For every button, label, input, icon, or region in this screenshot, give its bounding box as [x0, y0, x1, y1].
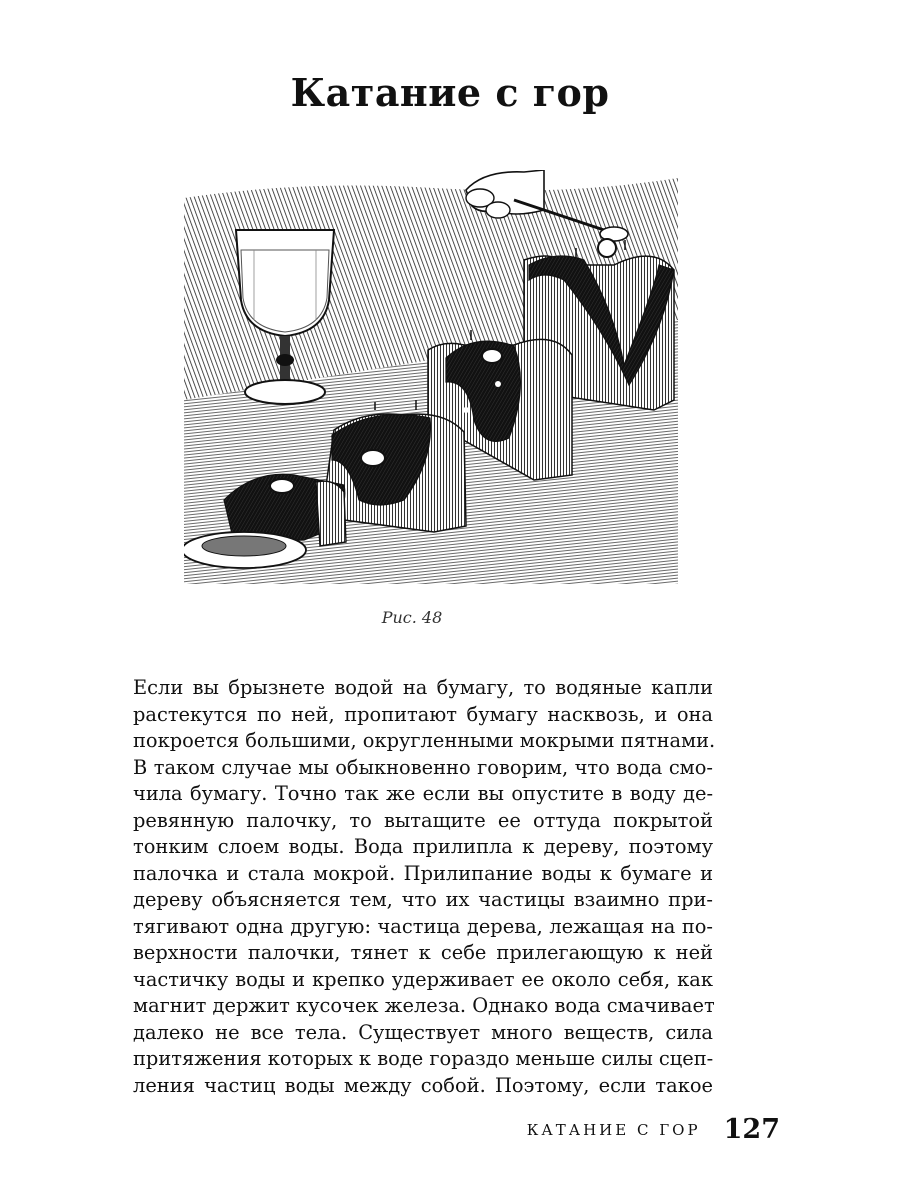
engraving-image [184, 170, 678, 584]
text-line: притяжения которых к воде гораздо меньше силы сцеп- [133, 1047, 714, 1070]
text-line: В таком случае мы обыкновенно говорим, что вода смо- [133, 755, 713, 779]
saucer [184, 532, 306, 568]
page-footer [0, 1114, 780, 1145]
running-head: КАТАНИЕ С ГОР [526, 1120, 701, 1139]
text-line: ления частиц воды между собой. Поэтому, если такое [133, 1073, 713, 1097]
text-line: покроется большими, округленными мокрыми пятнами. [133, 729, 716, 752]
text-line: дереву объясняется тем, что их частицы взаимно при- [133, 888, 713, 911]
text-line: ревянную палочку, то вытащите ее оттуда покрытой [133, 808, 713, 832]
figure-caption: Рис. 48 [381, 608, 443, 627]
text-line: растекутся по ней, пропитают бумагу насквозь, и она [133, 702, 713, 726]
text-line: тягивают одна другую: частица дерева, лежащая на по- [133, 914, 713, 938]
text-line: магнит держит кусочек железа. Однако вода смачивает [133, 994, 715, 1017]
text-line: Если вы брызнете водой на бумагу, то водяные капли [133, 676, 713, 699]
text-line: далеко не все тела. Существует много веществ, сила [133, 1020, 713, 1044]
text-line: частичку воды и крепко удерживает ее около себя, как [133, 967, 713, 991]
body-paragraph [133, 675, 716, 1099]
page-number: 127 [723, 1114, 780, 1145]
figure-illustration [184, 170, 678, 584]
page-title: Катание с гор [290, 70, 610, 115]
text-line: тонким слоем воды. Вода прилипла к дереву, поэтому [133, 835, 713, 858]
text-line: чила бумагу. Точно так же если вы опустите в воду де- [133, 782, 713, 805]
text-line: верхности палочки, тянет к себе прилегающую к ней [133, 941, 713, 964]
text-line: палочка и стала мокрой. Прилипание воды к бумаге и [133, 861, 713, 885]
